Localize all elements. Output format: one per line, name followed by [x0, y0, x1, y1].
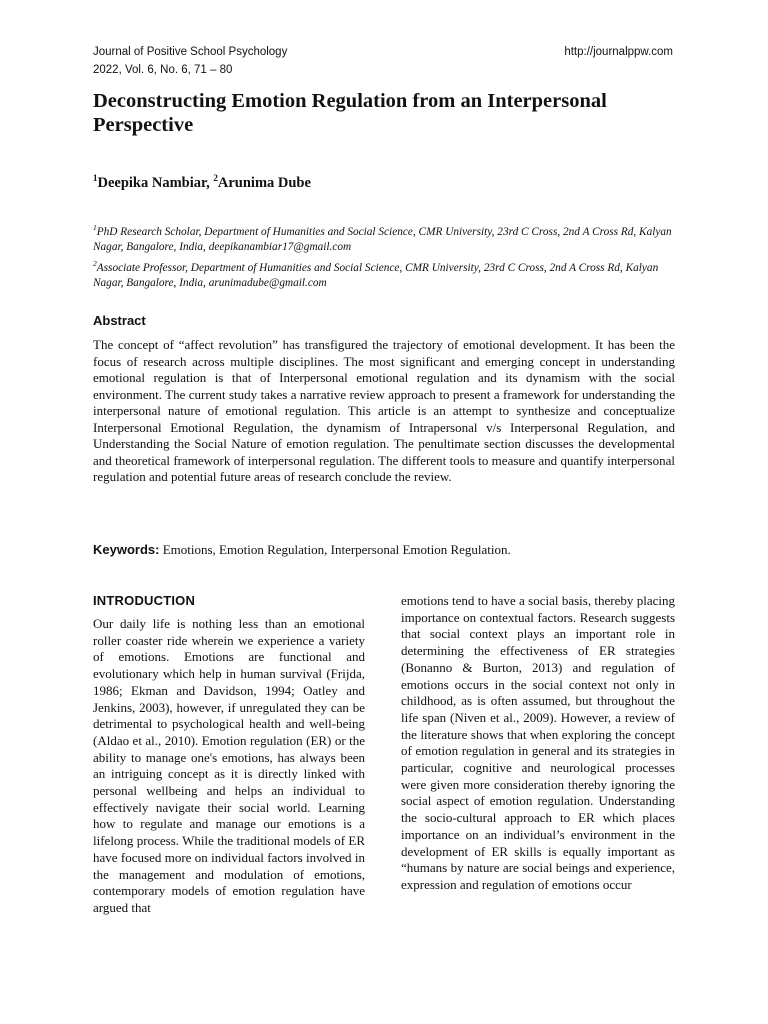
journal-volume: 2022, Vol. 6, No. 6, 71 – 80	[93, 64, 233, 76]
author-2-number: 2	[213, 173, 218, 183]
affiliation-2-text: Associate Professor, Department of Humanities and Social Science, CMR University, 23rd C Cross, 2nd A Cross Rd, Kalyan Nagar, Bangalore, India, arunimadube@gmail.com	[93, 261, 659, 290]
author-1-name: Deepika Nambiar,	[97, 174, 214, 191]
keywords-text: Emotions, Emotion Regulation, Interpersonal Emotion Regulation.	[159, 542, 511, 557]
affiliation-1-number: 1	[93, 223, 97, 232]
keywords	[93, 542, 511, 558]
journal-url[interactable]: http://journalppw.com	[564, 46, 673, 58]
author-2-name: Arunima Dube	[217, 174, 311, 191]
paper-title: Deconstructing Emotion Regulation from an Interpersonal Perspective	[93, 90, 607, 136]
affiliation-2	[93, 256, 678, 292]
journal-name: Journal of Positive School Psychology	[93, 46, 288, 58]
affiliations	[93, 220, 678, 292]
abstract-heading: Abstract	[93, 313, 146, 328]
affiliation-1-text: PhD Research Scholar, Department of Humanities and Social Science, CMR University, 23rd C Cross, 2nd A Cross Rd, Kalyan Nagar, Bangalore, India, deepikanambiar17@gmail.com	[93, 225, 672, 254]
affiliation-1	[93, 220, 678, 256]
keywords-label: Keywords:	[93, 542, 160, 557]
abstract-text: The concept of “affect revolution” has transfigured the trajectory of emotional development. It has been the focus of research across multiple disciplines. The most significant and emerging concept in understanding emotional regulation is that of Interpersonal emotional regulation and its dynamism with the social environment. The current study takes a narrative review approach to present a framework for understanding the interpersonal nature of emotional regulation. This article is an attempt to synthesize and conceptualize Interpersonal Emotional Regulation, the dynamism of Intrapersonal v/s Interpersonal Regulation, and Understanding the Social Nature of emotion regulation. The penultimate section discusses the developmental and theoretical framework of interpersonal regulation. The different tools to measure and quantify interpersonal regulation and potential future areas of research conclude the review.	[93, 337, 675, 484]
running-header-left	[93, 43, 287, 79]
introduction-right-column: emotions tend to have a social basis, thereby placing importance on contextual factors. Research suggests that social context plays an important role in determining the effectiveness of ER strategies (Bonanno & Burton, 2013) and regulation of emotions occurs in the social context not only in childhood, as is often assumed, but throughout the life span (Niven et al., 2009). However, a review of the literature shows that when exploring the concept of emotion regulation in general and its strategies in particular, cognitive and neurological processes were given more consideration thereby ignoring the social aspect of emotion regulation. Understanding the socio-cultural approach to ER which places importance on an individual’s environment in the development of ER skills is equally important as “humans by nature are social beings and experience, expression and regulation of emotions occur	[401, 593, 675, 892]
introduction-heading: INTRODUCTION	[93, 593, 196, 608]
affiliation-2-number: 2	[93, 258, 97, 268]
author-1-number: 1	[93, 173, 98, 183]
author-list	[93, 173, 311, 192]
introduction-left-column: Our daily life is nothing less than an emotional roller coaster ride wherein we experience a variety of emotions. Emotions are functional and evolutionary which help in human survival (Frijda, 1986; Ekman and Davidson, 1994; Oatley and Jenkins, 2003), however, if unregulated they can be detrimental to psychological health and well-being (Aldao et al., 2010). Emotion regulation (ER) or the ability to manage one's emotions, has always been an intriguing concept as it is directly linked with personal wellbeing and helps an individual to effectively navigate their social world. Learning how to regulate and manage our emotions is a lifelong process. While the traditional models of ER have focused more on individual factors involved in the management and modulation of emotions, contemporary models of emotion regulation have argued that	[93, 616, 365, 915]
